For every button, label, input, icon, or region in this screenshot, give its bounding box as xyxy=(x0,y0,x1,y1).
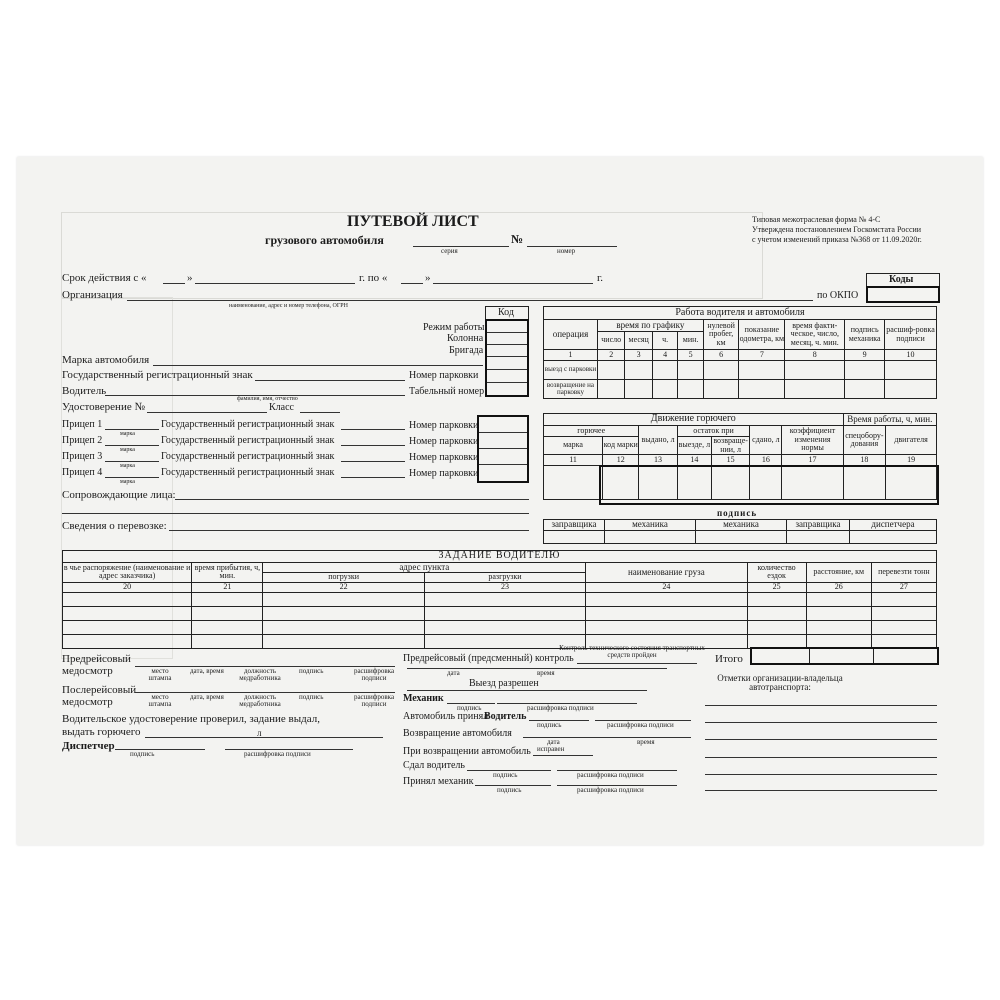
cell[interactable] xyxy=(63,634,192,648)
validity-from-month[interactable] xyxy=(195,283,355,284)
cell[interactable] xyxy=(192,592,263,606)
num-26: 26 xyxy=(806,582,871,592)
pre-med-sign: подпись xyxy=(299,667,324,675)
driver-caption: фамилия, имя, отчество xyxy=(237,396,298,402)
num-14: 14 xyxy=(677,455,711,466)
cell[interactable] xyxy=(192,634,263,648)
tech-state-caption: Контроль технического состояния транспортных средств пройден xyxy=(559,644,705,659)
cell[interactable] xyxy=(785,380,845,399)
num-27: 27 xyxy=(871,582,936,592)
work-table xyxy=(543,306,937,399)
num-23: 23 xyxy=(424,582,585,592)
exit-allowed-label: Выезд разрешен xyxy=(469,678,539,689)
brigade-label: Бригада xyxy=(449,345,484,356)
okpo-code-box[interactable] xyxy=(866,286,940,303)
trailer-2-reg[interactable] xyxy=(341,445,405,446)
owner-marks-line-5[interactable] xyxy=(705,774,937,775)
trailer-3-label: Прицеп 3 xyxy=(62,451,103,462)
col-load: погрузки xyxy=(263,572,424,582)
cell[interactable] xyxy=(192,620,263,634)
cell[interactable] xyxy=(678,361,703,380)
num-8: 8 xyxy=(785,350,845,361)
codes-title: Коды xyxy=(889,274,914,285)
sign-mechanic-2: механика xyxy=(696,520,787,531)
trailer-3-park-label: Номер парковки xyxy=(409,452,479,463)
trailer-4-park-label: Номер парковки xyxy=(409,468,479,479)
col-minute: мин. xyxy=(678,332,703,350)
num-9: 9 xyxy=(845,350,885,361)
num-15: 15 xyxy=(711,455,749,466)
num-3: 3 xyxy=(625,350,652,361)
validity-label: Срок действия с « xyxy=(62,272,147,284)
validity-to-label: г. по « xyxy=(359,272,388,284)
num-7: 7 xyxy=(739,350,785,361)
cell[interactable] xyxy=(625,361,652,380)
column-label: Колонна xyxy=(447,333,484,344)
col-engine: двигателя xyxy=(886,426,937,455)
return-date: дата xyxy=(547,738,560,746)
form-note-1: Типовая межотраслевая форма № 4-С xyxy=(752,215,881,224)
col-zero-run: нулевой пробег, км xyxy=(703,320,739,350)
dispatcher-label: Диспетчер xyxy=(62,740,115,752)
cell[interactable] xyxy=(544,466,603,500)
col-address: адрес пункта xyxy=(263,562,586,572)
number-sign: № xyxy=(511,232,524,246)
exit-allowed-field[interactable] xyxy=(407,690,647,691)
col-handed: сдано, л xyxy=(750,426,782,455)
cell[interactable] xyxy=(850,531,937,544)
accepted-mech-label: Принял механик xyxy=(403,776,474,787)
accepted-driver-label: Водитель xyxy=(484,711,527,722)
cell[interactable] xyxy=(785,361,845,380)
escort-field-2[interactable] xyxy=(62,513,529,514)
pre-med-place: место штампа xyxy=(148,667,172,682)
col-schedule: время по графику xyxy=(597,320,703,332)
col-special: спецобору-дования xyxy=(843,426,886,455)
pre-med-position: должность медработника xyxy=(239,667,281,682)
col-odometer: показание одометра, км xyxy=(739,320,785,350)
col-coef: коэффициент изменения нормы xyxy=(782,426,843,455)
trailer-park-box[interactable] xyxy=(477,415,529,483)
on-return-label: При возвращении автомобиль xyxy=(403,746,531,757)
work-table-title: Работа водителя и автомобиля xyxy=(544,307,937,320)
work-mode-label: Режим работы xyxy=(423,322,485,333)
num-17: 17 xyxy=(782,455,843,466)
accepted-decipher-caption: расшифровка подписи xyxy=(607,721,674,729)
task-table xyxy=(62,550,937,649)
on-return-ok: исправен xyxy=(537,745,565,753)
owner-marks-label: Отметки организации-владельца автотранспорта: xyxy=(717,673,843,693)
tab-number-label: Табельный номер xyxy=(409,386,485,397)
work-time-title: Время работы, ч, мин. xyxy=(843,414,936,426)
trailer-1-reg-label: Государственный регистрационный знак xyxy=(161,419,335,430)
cell[interactable] xyxy=(806,620,871,634)
owner-marks-line-3[interactable] xyxy=(705,739,937,740)
cell[interactable] xyxy=(263,606,424,620)
cell[interactable] xyxy=(747,592,806,606)
cell[interactable] xyxy=(739,361,785,380)
col-hour: ч. xyxy=(652,332,677,350)
num-13: 13 xyxy=(639,455,677,466)
trailer-4-reg[interactable] xyxy=(341,477,405,478)
accepted-mech-sign-caption: подпись xyxy=(497,786,522,794)
col-fuel: горючее xyxy=(544,426,639,437)
organization-caption: наименование, адрес и номер телефона, ОГРН xyxy=(229,303,348,309)
owner-marks-line-4[interactable] xyxy=(705,757,937,758)
cell[interactable] xyxy=(544,531,605,544)
cell[interactable] xyxy=(871,592,936,606)
task-table-title: ЗАДАНИЕ ВОДИТЕЛЮ xyxy=(63,551,937,563)
fuel-given-field[interactable] xyxy=(145,737,383,738)
cell[interactable] xyxy=(586,620,747,634)
post-med-decipher: расшифровка подписи xyxy=(353,693,395,708)
num-16: 16 xyxy=(750,455,782,466)
num-4: 4 xyxy=(652,350,677,361)
col-cargo: наименование груза xyxy=(586,562,747,582)
escort-label: Сопровождающие лица: xyxy=(62,489,176,501)
num-5: 5 xyxy=(678,350,703,361)
handed-sign-caption: подпись xyxy=(493,771,518,779)
row-return: возвращение на парковку xyxy=(544,380,598,399)
series-field[interactable] xyxy=(413,246,509,247)
cell[interactable] xyxy=(845,380,885,399)
num-22: 22 xyxy=(263,582,424,592)
validity-to-day[interactable] xyxy=(401,283,423,284)
num-18: 18 xyxy=(843,455,886,466)
cell[interactable] xyxy=(787,531,850,544)
cell[interactable] xyxy=(703,380,739,399)
vehicle-brand-label: Марка автомобиля xyxy=(62,354,150,366)
col-customer: в чье распоряжение (наименование и адрес заказчика) xyxy=(63,562,192,582)
reg-sign-label: Государственный регистрационный знак xyxy=(62,369,253,381)
cell[interactable] xyxy=(597,380,624,399)
page-title: ПУТЕВОЙ ЛИСТ xyxy=(347,213,479,230)
num-19: 19 xyxy=(886,455,937,466)
col-operation: операция xyxy=(544,320,598,350)
trailer-1-label: Прицеп 1 xyxy=(62,419,103,430)
cell[interactable] xyxy=(625,380,652,399)
trailer-2-brand[interactable] xyxy=(105,445,159,446)
post-med-label-2: медосмотр xyxy=(62,696,113,708)
okpo-label: по ОКПО xyxy=(817,290,859,301)
col-day: число xyxy=(597,332,624,350)
mechanic-decipher-caption: расшифровка подписи xyxy=(527,704,594,712)
cell[interactable] xyxy=(424,592,585,606)
trailer-2-park-label: Номер парковки xyxy=(409,436,479,447)
cell[interactable] xyxy=(263,592,424,606)
cell[interactable] xyxy=(63,620,192,634)
num-24: 24 xyxy=(586,582,747,592)
fuel-table-title: Движение горючего xyxy=(544,414,844,426)
reg-sign-field[interactable] xyxy=(255,380,405,381)
num-21: 21 xyxy=(192,582,263,592)
post-med-place: место штампа xyxy=(148,693,172,708)
cell[interactable] xyxy=(424,606,585,620)
cell[interactable] xyxy=(747,606,806,620)
escort-field[interactable] xyxy=(175,499,529,500)
total-label: Итого xyxy=(715,653,743,665)
trailer-3-reg-label: Государственный регистрационный знак xyxy=(161,451,335,462)
driver-label: Водитель xyxy=(62,385,107,397)
col-code: код марки xyxy=(603,437,639,455)
trailer-4-reg-label: Государственный регистрационный знак xyxy=(161,467,335,478)
form-note-2: Утверждена постановлением Госкомстата России xyxy=(752,225,922,234)
pre-control-field[interactable] xyxy=(577,663,697,664)
sign-title: подпись xyxy=(717,508,758,518)
pre-control-date: дата xyxy=(447,669,460,677)
num-10: 10 xyxy=(885,350,937,361)
post-med-sign: подпись xyxy=(299,693,324,701)
num-2: 2 xyxy=(597,350,624,361)
code-header-label: Код xyxy=(498,307,514,318)
sign-refueler-1: заправщика xyxy=(544,520,605,531)
dispatcher-sign-caption: подпись xyxy=(130,750,155,758)
handed-decipher-caption: расшифровка подписи xyxy=(577,771,644,779)
col-issued: выдано, л xyxy=(639,426,677,455)
series-caption: серия xyxy=(441,247,458,255)
num-12: 12 xyxy=(603,455,639,466)
cell[interactable] xyxy=(696,531,787,544)
num-20: 20 xyxy=(63,582,192,592)
cell[interactable] xyxy=(845,361,885,380)
cell[interactable] xyxy=(652,380,677,399)
trailer-1-park-label: Номер парковки xyxy=(409,420,479,431)
cell[interactable] xyxy=(871,606,936,620)
accepted-mech-decipher-caption: расшифровка подписи xyxy=(577,786,644,794)
post-med-date: дата, время xyxy=(190,693,224,701)
pre-med-date: дата, время xyxy=(190,667,224,675)
sign-mechanic-1: механика xyxy=(605,520,696,531)
sign-table xyxy=(543,519,937,544)
cell[interactable] xyxy=(605,531,696,544)
owner-marks-line-6[interactable] xyxy=(705,790,937,791)
return-label: Возвращение автомобиля xyxy=(403,728,512,739)
cell[interactable] xyxy=(424,620,585,634)
cell[interactable] xyxy=(703,361,739,380)
cell[interactable] xyxy=(652,361,677,380)
cell[interactable] xyxy=(747,620,806,634)
trailer-3-caption: марка xyxy=(120,463,135,469)
cell[interactable] xyxy=(871,620,936,634)
cell[interactable] xyxy=(63,592,192,606)
col-arrival: время прибытия, ч, мин. xyxy=(192,562,263,582)
post-med-label-1: Послерейсовый xyxy=(62,684,137,696)
class-label: Класс xyxy=(269,402,294,413)
cell[interactable] xyxy=(739,380,785,399)
accepted-label: Автомобиль принял xyxy=(403,711,489,722)
col-month: месяц xyxy=(625,332,652,350)
col-tons: перевезти тонн xyxy=(871,562,936,582)
pre-control-label: Предрейсовый (предсменный) контроль xyxy=(403,653,574,664)
year-suffix: г. xyxy=(597,272,604,284)
col-remain: остаток при xyxy=(677,426,750,437)
num-11: 11 xyxy=(544,455,603,466)
cell[interactable] xyxy=(586,592,747,606)
trailer-4-caption: марка xyxy=(120,479,135,485)
on-return-field[interactable] xyxy=(533,755,593,756)
num-25: 25 xyxy=(747,582,806,592)
pre-med-label-1: Предрейсовый xyxy=(62,653,131,665)
validity-to-month[interactable] xyxy=(433,283,593,284)
owner-marks-line-1[interactable] xyxy=(705,705,937,706)
trailer-2-label: Прицеп 2 xyxy=(62,435,103,446)
cell[interactable] xyxy=(885,361,937,380)
cell[interactable] xyxy=(806,592,871,606)
col-mech-sign: подпись механика xyxy=(845,320,885,350)
cell[interactable] xyxy=(597,361,624,380)
quote-1: » xyxy=(187,272,193,284)
trailer-1-reg[interactable] xyxy=(341,429,405,430)
license-field[interactable] xyxy=(147,412,267,413)
owner-marks-line-2[interactable] xyxy=(705,722,937,723)
fuel-given-label: выдать горючего xyxy=(62,726,141,738)
liters-suffix: л xyxy=(257,728,262,738)
trailer-1-caption: марка xyxy=(120,431,135,437)
code-column-box[interactable] xyxy=(485,319,529,397)
col-brand: марка xyxy=(544,437,603,455)
organization-label: Организация xyxy=(62,289,123,301)
trailer-4-label: Прицеп 4 xyxy=(62,467,103,478)
trailer-4-brand[interactable] xyxy=(105,477,159,478)
sign-dispatcher: диспетчера xyxy=(850,520,937,531)
code-header xyxy=(485,306,529,320)
pre-control-time: время xyxy=(537,669,555,677)
col-decipher: расшиф-ровка подписи xyxy=(885,320,937,350)
pre-med-decipher: расшифровка подписи xyxy=(353,667,395,682)
cell[interactable] xyxy=(263,634,424,648)
pre-med-label-2: медосмотр xyxy=(62,665,113,677)
vehicle-brand-field[interactable] xyxy=(153,365,483,366)
dispatcher-decipher-caption: расшифровка подписи xyxy=(244,750,311,758)
cell[interactable] xyxy=(678,380,703,399)
cell[interactable] xyxy=(885,380,937,399)
fuel-input-box xyxy=(599,465,939,505)
class-field[interactable] xyxy=(300,412,340,413)
col-return: возвраще-нии, л xyxy=(713,436,748,454)
park-number-label: Номер парковки xyxy=(409,370,479,381)
col-distance: расстояние, км xyxy=(806,562,871,582)
col-exit: выезде, л xyxy=(677,437,711,455)
quote-2: » xyxy=(425,272,431,284)
row-exit: выезд с парковки xyxy=(544,361,598,380)
trailer-3-reg[interactable] xyxy=(341,461,405,462)
license-checked-label: Водительское удостоверение проверил, задание выдал, xyxy=(62,713,320,725)
transport-info-field[interactable] xyxy=(169,530,529,531)
num-6: 6 xyxy=(703,350,739,361)
return-time: время xyxy=(637,738,655,746)
sign-refueler-2: заправщика xyxy=(787,520,850,531)
cell[interactable] xyxy=(806,606,871,620)
trailer-2-caption: марка xyxy=(120,447,135,453)
organization-field[interactable] xyxy=(127,300,813,301)
col-actual-time: время факти-ческое, число, месяц, ч. мин. xyxy=(785,320,845,350)
col-trips: количество ездок xyxy=(747,562,806,582)
accepted-sign-caption: подпись xyxy=(537,721,562,729)
waybill-sheet xyxy=(17,157,983,845)
total-box[interactable] xyxy=(750,647,939,665)
cell[interactable] xyxy=(192,606,263,620)
license-label: Удостоверение № xyxy=(62,401,145,413)
handed-driver-label: Сдал водитель xyxy=(403,760,465,771)
post-med-position: должность медработника xyxy=(239,693,281,708)
cell[interactable] xyxy=(263,620,424,634)
num-1: 1 xyxy=(544,350,598,361)
page-subtitle: грузового автомобиля xyxy=(265,233,384,247)
col-unload: разгрузки xyxy=(424,572,585,582)
trailer-1-brand[interactable] xyxy=(105,429,159,430)
number-caption: номер xyxy=(557,247,576,255)
validity-from-day[interactable] xyxy=(163,283,185,284)
trailer-3-brand[interactable] xyxy=(105,461,159,462)
cell[interactable] xyxy=(586,606,747,620)
trailer-2-reg-label: Государственный регистрационный знак xyxy=(161,435,335,446)
form-note-3: с учетом изменений приказа №368 от 11.09.2020г. xyxy=(752,235,922,244)
dispatcher-sign-field[interactable] xyxy=(115,749,205,750)
cell[interactable] xyxy=(63,606,192,620)
mechanic-label: Механик xyxy=(403,693,444,704)
transport-info-label: Сведения о перевозке: xyxy=(62,520,167,532)
mechanic-sign-caption: подпись xyxy=(457,704,482,712)
